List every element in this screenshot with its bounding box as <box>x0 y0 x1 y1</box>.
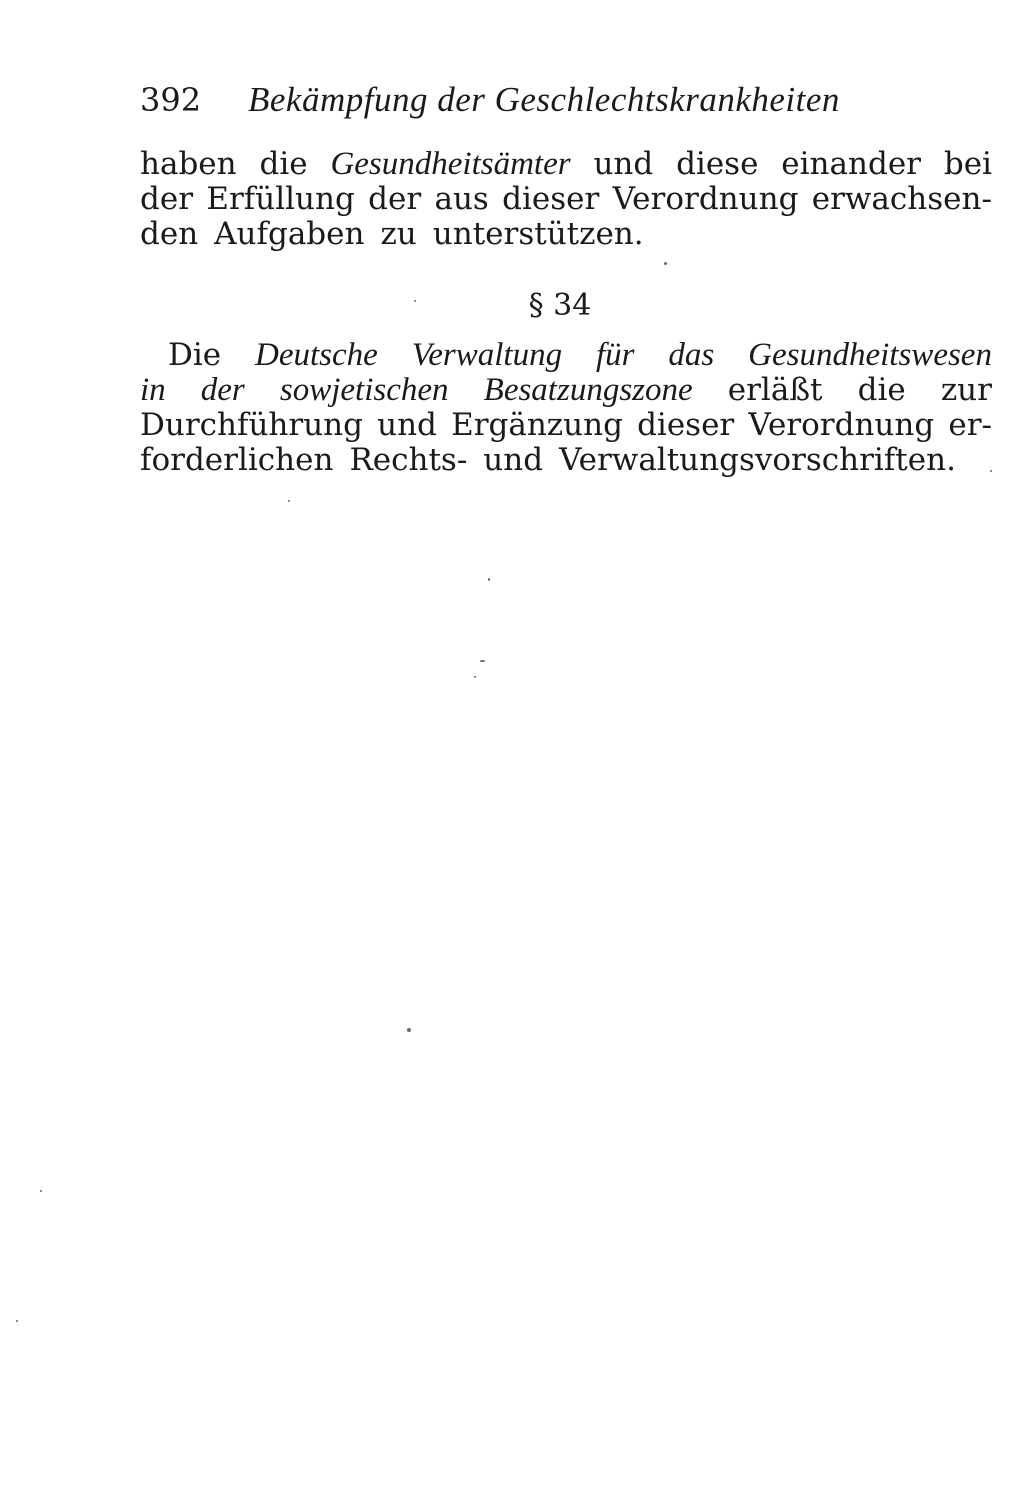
running-head <box>140 78 900 122</box>
word: unterstützen. <box>432 216 644 252</box>
emphasized-term: das <box>668 337 715 373</box>
scan-speck <box>16 1320 18 1322</box>
page-number: 392 <box>140 81 202 119</box>
emphasized-term: Verwaltung <box>411 337 563 373</box>
emphasized-term: Gesundheitswesen <box>748 337 992 373</box>
emphasized-term: für <box>595 337 635 373</box>
word: diese <box>676 146 759 182</box>
scan-speck <box>474 676 476 678</box>
word: einander <box>781 146 921 182</box>
emphasized-term: Besatzungszone <box>483 372 693 408</box>
scan-speck <box>288 500 290 502</box>
word: Die <box>168 337 222 373</box>
word: den <box>140 216 199 252</box>
paragraph-continuation <box>140 147 992 252</box>
word: bei <box>943 146 992 182</box>
scan-speck <box>488 578 490 581</box>
word: der <box>368 181 422 217</box>
word: erwachsen- <box>811 181 992 217</box>
word: der <box>140 181 194 217</box>
text-line <box>140 182 992 217</box>
word: Aufgaben <box>214 216 365 252</box>
running-title: Bekämpfung der Geschlechtskrankheiten <box>248 80 840 119</box>
paragraph-section-34 <box>140 338 992 478</box>
word: Verordnung <box>748 407 935 443</box>
word: zu <box>380 216 417 252</box>
word: aus <box>434 181 489 217</box>
text-line <box>140 373 992 408</box>
word: zur <box>940 372 992 408</box>
word: Rechts- <box>349 442 468 478</box>
word: haben <box>140 146 237 182</box>
scan-speck <box>414 300 416 302</box>
word: dieser <box>502 181 600 217</box>
word: und <box>593 146 654 182</box>
scan-speck <box>480 660 485 662</box>
word: und <box>377 407 437 443</box>
emphasized-term: der <box>200 372 245 408</box>
word: er- <box>948 407 992 443</box>
text-line <box>140 217 992 252</box>
word: Verwaltungsvorschriften. <box>559 442 956 478</box>
word: die <box>857 372 906 408</box>
section-heading: § 34 <box>528 288 592 323</box>
emphasized-term: Deutsche <box>255 337 378 373</box>
word: Durchführung <box>140 407 363 443</box>
word: forderlichen <box>140 442 334 478</box>
scan-speck <box>990 470 992 472</box>
scan-speck <box>664 262 667 265</box>
word: Verordnung <box>612 181 799 217</box>
emphasized-term: in <box>140 372 166 408</box>
text-line <box>140 408 992 443</box>
text-line <box>140 338 992 373</box>
text-line <box>140 443 992 478</box>
word: und <box>483 442 544 478</box>
scan-speck <box>407 1028 411 1032</box>
text-line <box>140 147 992 182</box>
word: Erfüllung <box>206 181 355 217</box>
emphasized-term: Gesundheitsämter <box>330 146 571 182</box>
emphasized-term: sowjetischen <box>279 372 449 408</box>
scan-speck <box>40 1190 42 1192</box>
word: dieser <box>637 407 735 443</box>
word: Ergänzung <box>451 407 623 443</box>
word: die <box>259 146 308 182</box>
word: erläßt <box>727 372 823 408</box>
